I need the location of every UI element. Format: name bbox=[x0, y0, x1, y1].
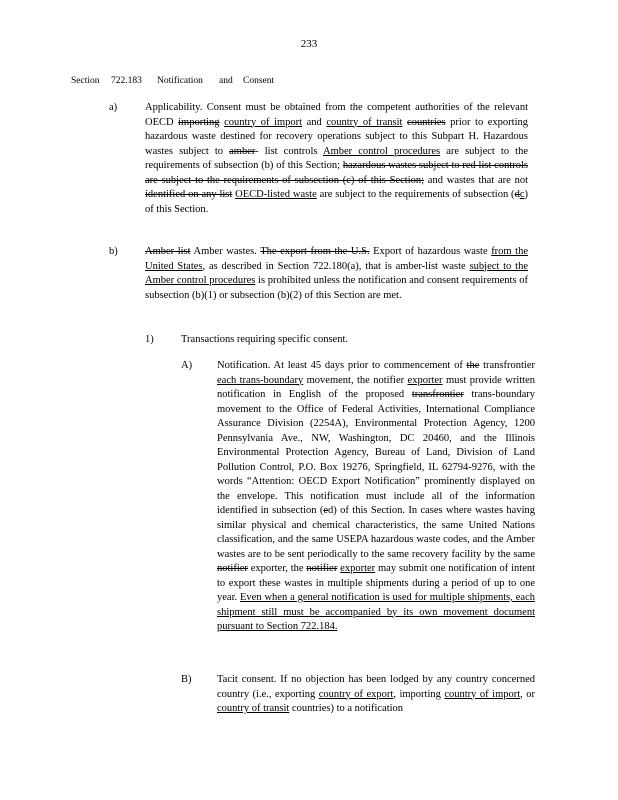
section-label: Section bbox=[71, 76, 100, 86]
section-title-word-3: Consent bbox=[243, 76, 275, 86]
item-B-label: B) bbox=[181, 674, 192, 685]
section-title-word-2: and bbox=[219, 76, 233, 86]
section-number: 722.183 bbox=[111, 76, 142, 86]
item-1-label: 1) bbox=[145, 334, 154, 345]
item-b-paragraph: Amber list Amber wastes. The export from the U.S. Export of hazardous waste from the United States, as described in Section 722.180(a), that is amber-list waste subject to the Amber control procedures is prohibited unless the notification and consent requirements of subsection (b)(1) or subsection (b)(2) of this Section are met. bbox=[145, 246, 528, 301]
item-B-paragraph: Tacit consent. If no objection has been lodged by any country concerned country (i.e., exporting country of export, importing country of import, or country of transit countries) to a notification bbox=[217, 674, 536, 714]
section-title-word-1: Notification bbox=[157, 76, 203, 86]
item-1-text: Transactions requiring specific consent. bbox=[181, 334, 348, 345]
section-heading bbox=[71, 74, 274, 89]
item-A-label: A) bbox=[181, 360, 193, 371]
page-number: 233 bbox=[300, 38, 318, 50]
item-a-label: a) bbox=[109, 102, 118, 113]
item-A-paragraph: Notification. At least 45 days prior to commencement of the transfrontier each trans-boundary movement, the notifier exporter must provide written notification in English of the proposed transfrontier trans-boundary movement to the Office of Federal Activities, International Compliance Assurance Division (2254A), Environmental Protection Agency, 1200 Pennsylvania Ave., NW, Washington, DC 20460, and the Illinois Environmental Protection Agency, Bureau of Land, Division of Land Pollution Control, P.O. Box 19276, Springfield, IL 62794-9276, with the words “Attention: OECD Export Notification” prominently displayed on the envelope. This notification must include all of the information identified in subsection (ed) of this Section. In cases where wastes having similar physical and chemical characteristics, the same United Nations classification, and the same USEPA hazardous waste codes, and the Amber wastes are to be sent periodically to the same recovery facility by the same notifier exporter, the notifier exporter may submit one notification of intent to export these wastes in multiple shipments during a period of up to one year. Even when a general notification is used for multiple shipments, each shipment still must be accompanied by its own movement document pursuant to Section 722.184. bbox=[217, 360, 536, 632]
item-a-paragraph: Applicability. Consent must be obtained from the competent authorities of the relevant OECD importing country of import and country of transit countries prior to exporting hazardous waste destined for recovery operations subject to this Subpart H. Hazardous wastes subject to amber- list controls Amber control procedures are subject to the requirements of subsection (b) of this Section; hazardous wastes subject to red list controls are subject to the requirements of subsection (c) of this Section; and wastes that are not identified on any list OECD-listed waste are subject to the requirements of subsection (dc) of this Section. bbox=[145, 102, 529, 215]
item-b-label: b) bbox=[109, 246, 118, 257]
